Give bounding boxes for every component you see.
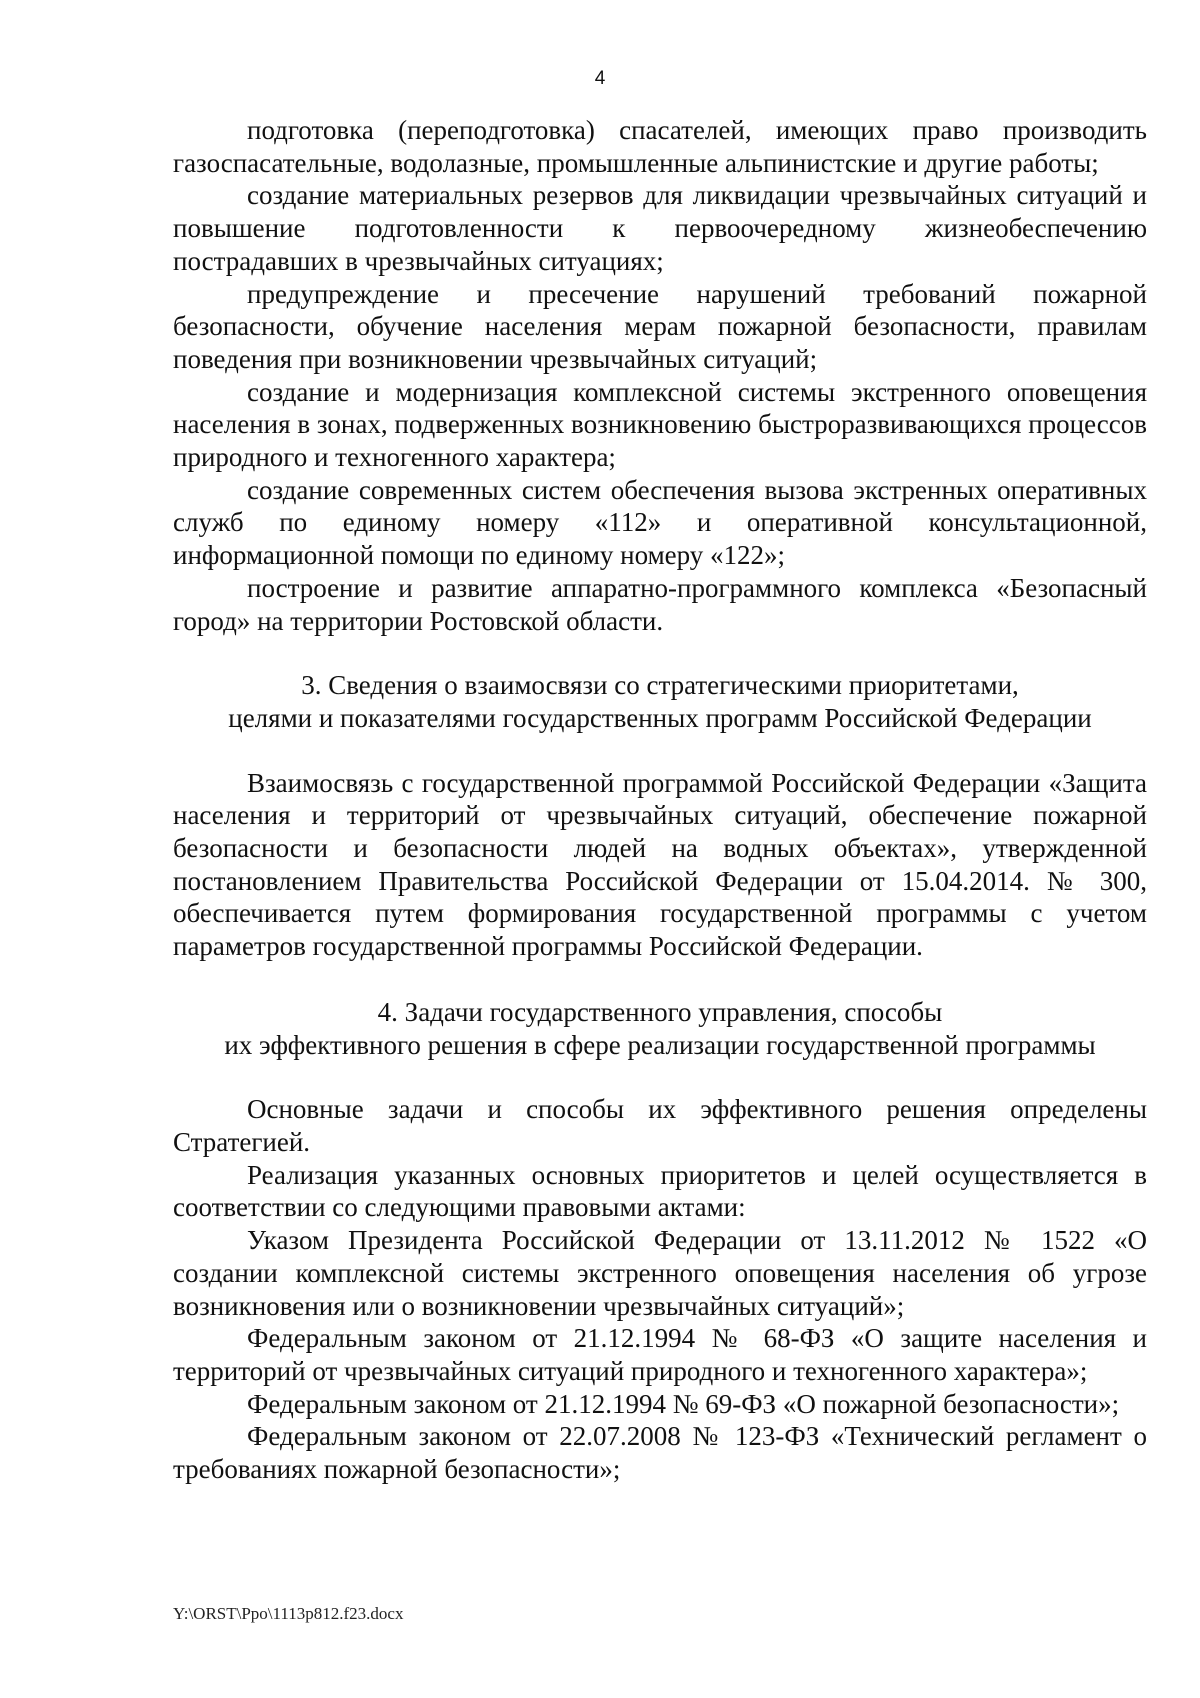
section4-paragraph: Основные задачи и способы их эффективного решения определены Стратегией.	[173, 1094, 1147, 1157]
list-item: построение и развитие аппаратно-программного комплекса «Безопасный город» на территории Ростовской области.	[173, 572, 1147, 636]
section4-paragraph: Реализация указанных основных приоритетов и целей осуществляется в соответствии со следующими правовыми актами:	[173, 1159, 1147, 1223]
section3-paragraph: Взаимосвязь с государственной программой Российской Федерации «Защита населения и территорий от чрезвычайных ситуаций, обеспечение пожарной безопасности и безопасности людей на водных объектах», утвержденной постановлением Правительства Российской Федерации от 15.04.2014. № 300, обеспечивается путем формирования государственной программы с учетом параметров государственной программы Российской Федерации.	[173, 767, 1147, 962]
list-item: предупреждение и пресечение нарушений требований пожарной безопасности, обучение населения мерам пожарной безопасности, правилам поведения при возникновении чрезвычайных ситуаций;	[173, 278, 1147, 374]
section2-list	[173, 114, 1147, 637]
page-number: 4	[594, 68, 606, 89]
legal-act-item: Указом Президента Российской Федерации от 13.11.2012 № 1522 «О создании комплексной системы экстренного оповещения населения об угрозе возникновения или о возникновении чрезвычайных ситуаций»;	[173, 1225, 1147, 1321]
section4-heading-line2: их эффективного решения в сфере реализации государственной программы	[224, 1029, 1096, 1060]
legal-act-item: Федеральным законом от 22.07.2008 № 123-ФЗ «Технический регламент о требованиях пожарной безопасности»;	[173, 1421, 1147, 1485]
legal-act-item: Федеральным законом от 21.12.1994 № 69-ФЗ «О пожарной безопасности»;	[247, 1388, 1120, 1419]
legal-act-item: Федеральным законом от 21.12.1994 № 68-ФЗ «О защите населения и территорий от чрезвычайных ситуаций природного и техногенного характера»;	[173, 1323, 1147, 1386]
footer-file-path: Y:\ORST\Ppo\1113p812.f23.docx	[173, 1604, 404, 1623]
document-body	[173, 114, 1147, 1486]
section4-heading-line1: 4. Задачи государственного управления, способы	[377, 996, 943, 1027]
section4-heading	[173, 996, 1147, 1061]
list-item: создание и модернизация комплексной системы экстренного оповещения населения в зонах, подверженных возникновению быстроразвивающихся процессов природного и техногенного характера;	[173, 376, 1147, 473]
list-item: подготовка (переподготовка) спасателей, имеющих право производить газоспасательные, водолазные, промышленные альпинистские и другие работы;	[173, 115, 1147, 178]
section4-paragraphs	[173, 1093, 1147, 1485]
section3-heading	[173, 669, 1147, 734]
list-item: создание материальных резервов для ликвидации чрезвычайных ситуаций и повышение подготовленности к первоочередному жизнеобеспечению пострадавших в чрезвычайных ситуациях;	[173, 180, 1147, 276]
section3-heading-line1: 3. Сведения о взаимосвязи со стратегическими приоритетами,	[301, 670, 1019, 701]
section3-heading-line2: целями и показателями государственных программ Российской Федерации	[228, 702, 1092, 733]
list-item: создание современных систем обеспечения вызова экстренных оперативных служб по единому номеру «112» и оперативной консультационной, информационной помощи по единому номеру «122»;	[173, 474, 1147, 571]
